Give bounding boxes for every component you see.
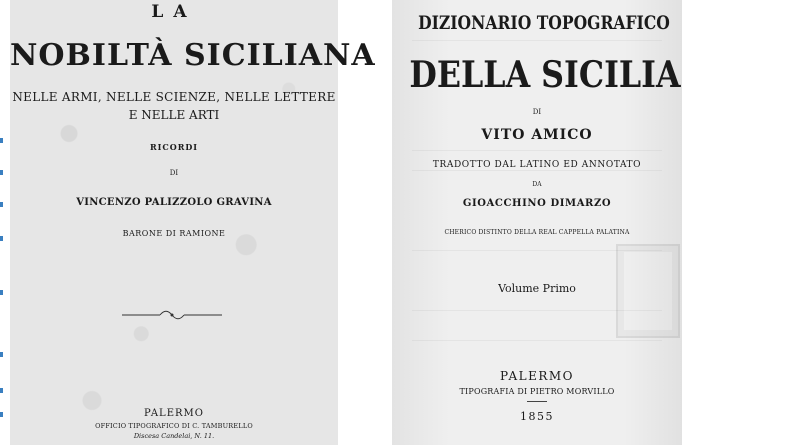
publication-year: 1855 (520, 410, 554, 423)
printer-name: OFFICIO TIPOGRAFICO DI C. TAMBURELLO (95, 422, 253, 430)
bleed-through-line (412, 340, 662, 341)
left-edge-marks (0, 0, 10, 445)
edge-mark (0, 412, 3, 417)
ornament-icon (122, 309, 222, 321)
book-title-line-1: DIZIONARIO TOPOGRAFICO (418, 12, 670, 34)
printer-address: Discesa Candelai, N. 11. (133, 432, 215, 440)
imprint-city: PALERMO (499, 369, 575, 383)
volume-label: Volume Primo (498, 282, 576, 295)
bleed-through-line (412, 150, 662, 151)
author-name: VITO AMICO (481, 127, 593, 143)
author-name: VINCENZO PALIZZOLO GRAVINA (76, 197, 272, 208)
by-label-2: DA (532, 181, 542, 188)
subtitle-line-1: NELLE ARMI, NELLE SCIENZE, NELLE LETTERE (12, 90, 336, 104)
by-label: DI (169, 169, 179, 177)
edge-mark (0, 170, 3, 175)
edge-mark (0, 202, 3, 207)
editor-name: GIOACCHINO DIMARZO (462, 198, 612, 209)
bleed-through-line (412, 170, 662, 171)
imprint-city: PALERMO (144, 408, 204, 419)
title-article: LA (151, 2, 197, 22)
genre-label: RICORDI (149, 142, 199, 152)
edge-mark (0, 290, 3, 295)
bleed-through-line (412, 40, 662, 41)
book-title: NOBILTÀ SICILIANA (10, 38, 376, 73)
author-title: BARONE DI RAMIONE (122, 229, 226, 238)
editor-title: CHERICO DISTINTO DELLA REAL CAPPELLA PALATINA (444, 229, 630, 236)
edge-mark (0, 138, 3, 143)
title-page-nobilta-siciliana (10, 0, 376, 445)
edge-mark (0, 388, 3, 393)
subtitle-line-2: E NELLE ARTI (128, 108, 220, 122)
translation-note: TRADOTTO DAL LATINO ED ANNOTATO (432, 160, 642, 170)
divider-dash (527, 401, 547, 402)
by-label: DI (532, 108, 542, 116)
edge-mark (0, 352, 3, 357)
edge-mark (0, 236, 3, 241)
printer-name: TIPOGRAFIA DI PIETRO MORVILLO (459, 387, 615, 396)
title-page-dizionario-topografico (392, 0, 682, 445)
book-title-line-2: DELLA SICILIA (409, 54, 681, 96)
